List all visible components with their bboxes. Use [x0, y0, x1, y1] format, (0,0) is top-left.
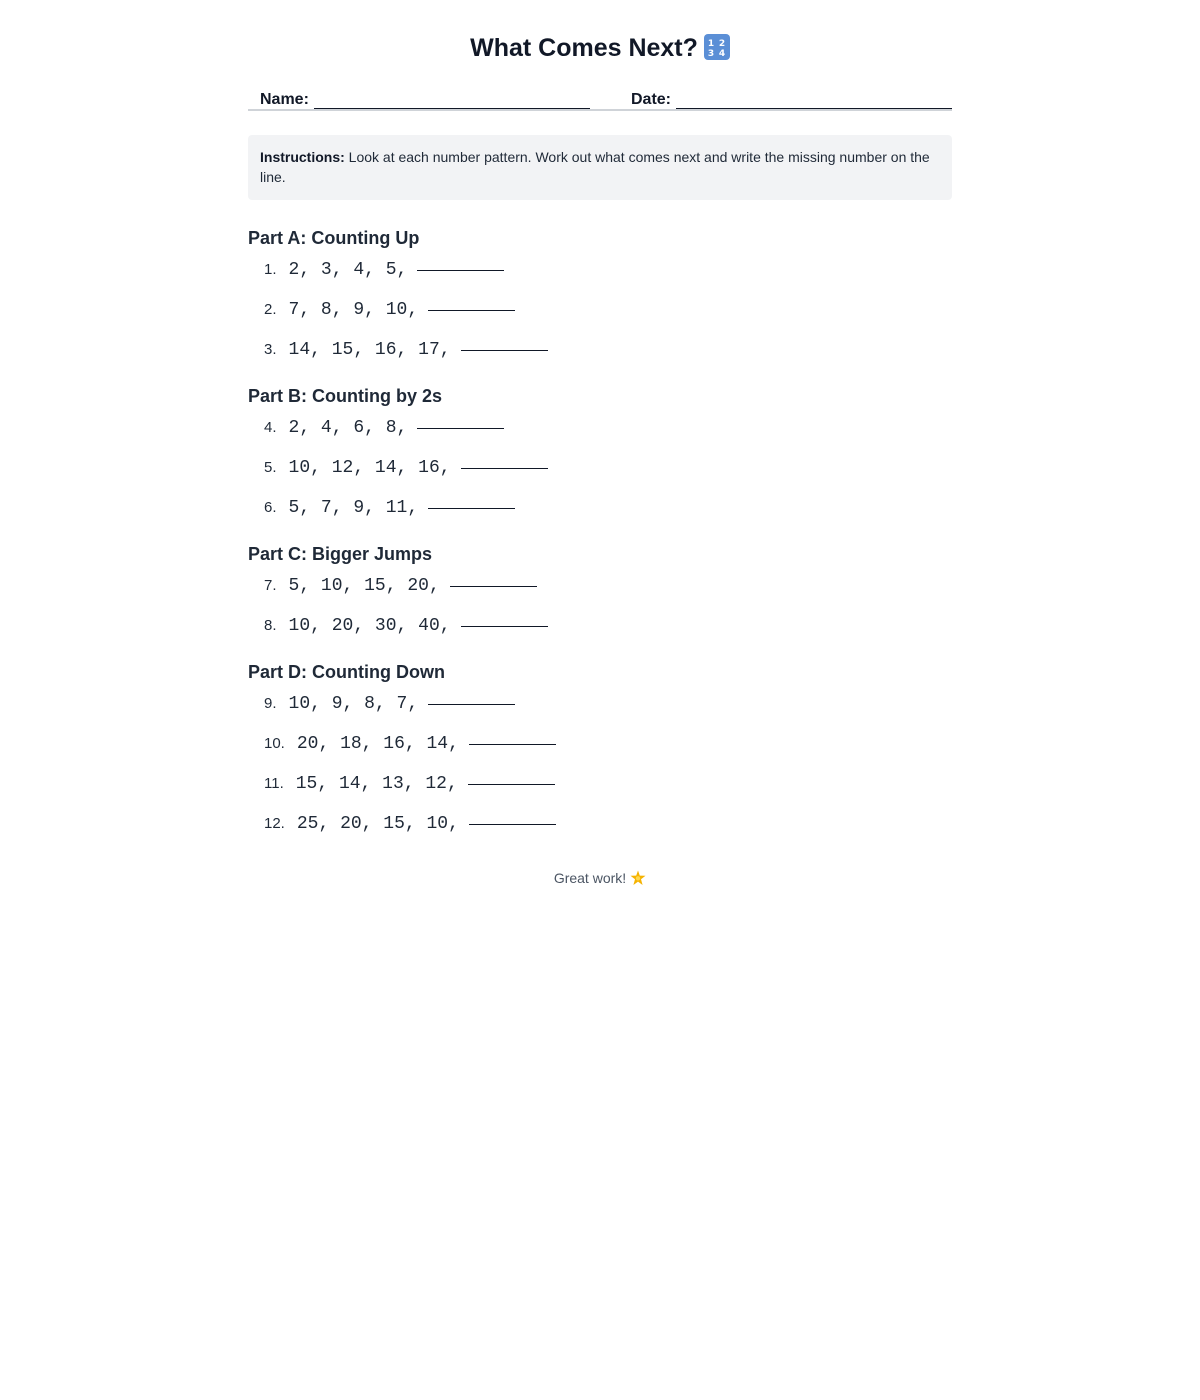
svg-text:2: 2 — [718, 39, 726, 49]
problem-item — [248, 606, 952, 646]
section-title: Part D: Counting Down — [248, 662, 445, 682]
answer-blank[interactable] — [461, 468, 548, 469]
problem-item — [248, 764, 952, 804]
problem-number: 12. — [264, 815, 285, 832]
problem-number: 1. — [264, 261, 277, 278]
problem-number: 10. — [264, 735, 285, 752]
svg-text:1: 1 — [707, 39, 715, 49]
name-blank-line[interactable] — [314, 90, 590, 109]
name-field — [260, 79, 590, 109]
answer-blank[interactable] — [428, 508, 515, 509]
number-sequence: 5, 10, 15, 20, — [288, 576, 440, 596]
problem-number: 7. — [264, 577, 277, 594]
problem-item — [248, 684, 952, 724]
footer — [248, 870, 952, 886]
section-title: Part B: Counting by 2s — [248, 386, 443, 406]
number-sequence: 10, 20, 30, 40, — [288, 616, 451, 636]
number-sequence: 2, 3, 4, 5, — [288, 260, 408, 280]
number-sequence: 5, 7, 9, 11, — [288, 498, 419, 518]
answer-blank[interactable] — [469, 744, 556, 745]
number-sequence: 7, 8, 9, 10, — [288, 300, 419, 320]
number-sequence: 20, 18, 16, 14, — [296, 734, 459, 754]
input-numbers-icon — [704, 34, 730, 60]
answer-blank[interactable] — [461, 350, 548, 351]
svg-text:3: 3 — [707, 49, 715, 59]
instructions-text: Look at each number pattern. Work out what comes next and write the missing number on the line. — [260, 149, 930, 185]
date-field — [631, 79, 952, 109]
answer-blank[interactable] — [417, 270, 504, 271]
answer-blank[interactable] — [469, 824, 556, 825]
part-section — [248, 226, 952, 370]
svg-text:4: 4 — [718, 49, 726, 59]
problem-number: 2. — [264, 301, 277, 318]
footer-text: Great work! — [553, 870, 627, 886]
part-section — [248, 660, 952, 844]
answer-blank[interactable] — [428, 310, 515, 311]
number-sequence: 14, 15, 16, 17, — [288, 340, 451, 360]
date-label: Date: — [630, 91, 671, 108]
number-sequence: 2, 4, 6, 8, — [288, 418, 408, 438]
page-title-text: What Comes Next? — [470, 34, 698, 62]
instructions-box — [248, 135, 952, 200]
answer-blank[interactable] — [417, 428, 504, 429]
problem-item — [248, 250, 952, 290]
page-title — [248, 31, 952, 65]
answer-blank[interactable] — [450, 586, 537, 587]
instructions-label: Instructions: — [260, 149, 345, 165]
answer-blank[interactable] — [461, 626, 548, 627]
name-date-row — [248, 65, 952, 111]
number-sequence: 10, 12, 14, 16, — [288, 458, 451, 478]
problem-number: 3. — [264, 341, 277, 358]
problem-item — [248, 724, 952, 764]
problem-number: 4. — [264, 419, 277, 436]
answer-blank[interactable] — [468, 784, 555, 785]
problem-item — [248, 408, 952, 448]
problem-number: 8. — [264, 617, 277, 634]
problem-item — [248, 448, 952, 488]
problem-number: 6. — [264, 499, 277, 516]
problem-number: 5. — [264, 459, 277, 476]
number-sequence: 10, 9, 8, 7, — [288, 694, 419, 714]
section-title: Part C: Bigger Jumps — [248, 544, 433, 564]
section-title: Part A: Counting Up — [248, 228, 420, 248]
problem-number: 9. — [264, 695, 277, 712]
number-sequence: 25, 20, 15, 10, — [296, 814, 459, 834]
part-section — [248, 384, 952, 528]
problem-item — [248, 566, 952, 606]
problem-item — [248, 804, 952, 844]
name-label: Name: — [260, 91, 309, 108]
worksheet — [248, 0, 952, 886]
problem-item — [248, 488, 952, 528]
glowing-star-icon — [630, 870, 646, 886]
number-sequence: 15, 14, 13, 12, — [295, 774, 458, 794]
answer-blank[interactable] — [428, 704, 515, 705]
parts-container — [248, 226, 952, 844]
problem-item — [248, 290, 952, 330]
date-blank-line[interactable] — [676, 90, 952, 109]
part-section — [248, 542, 952, 646]
problem-number: 11. — [264, 775, 284, 792]
problem-item — [248, 330, 952, 370]
